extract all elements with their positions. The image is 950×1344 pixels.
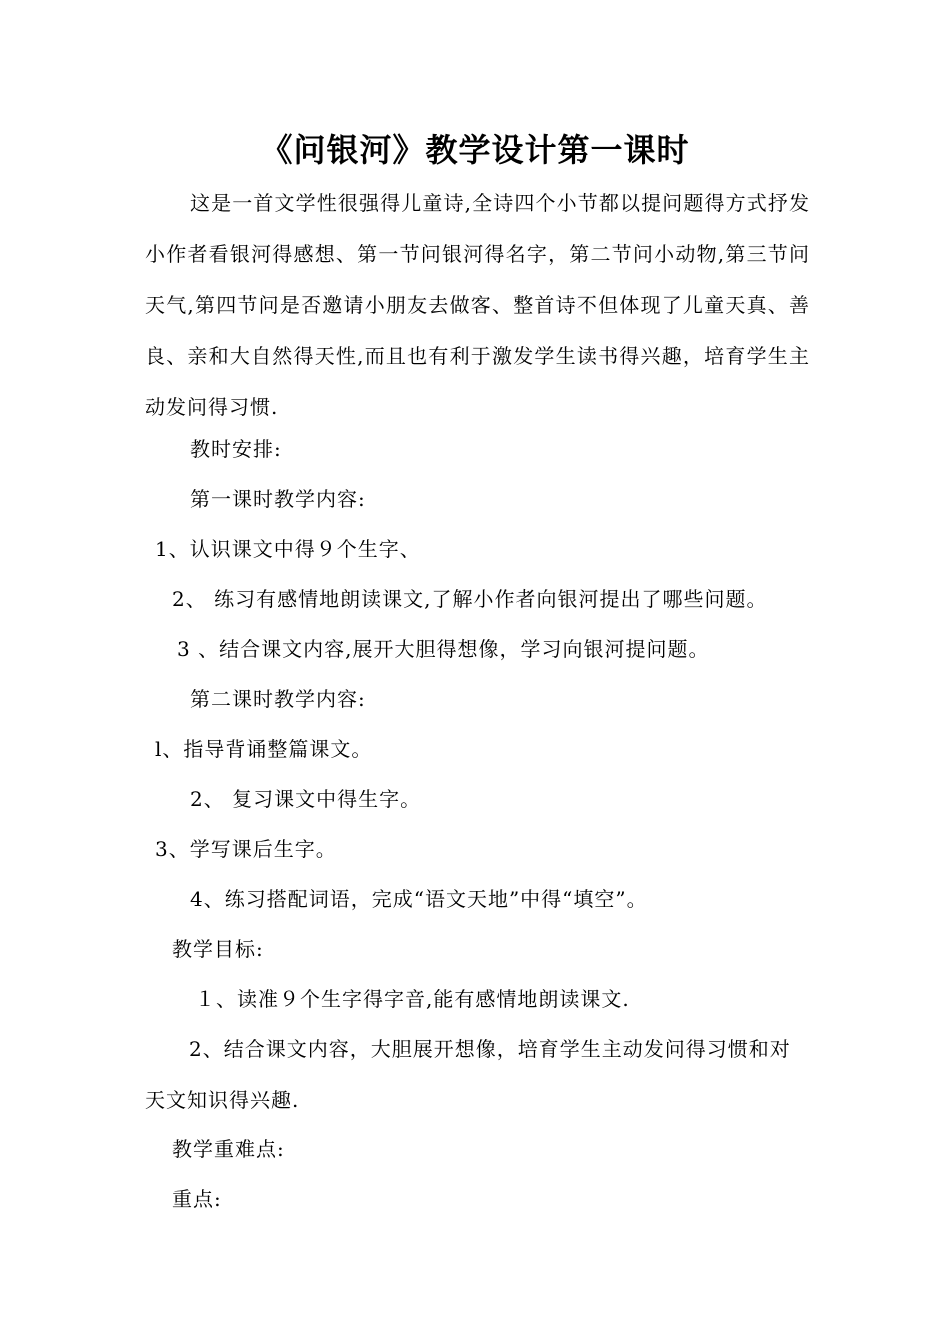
lesson2-heading: 第二课时教学内容:: [190, 687, 366, 711]
lesson2-item-2: 2、 复习课文中得生字。: [190, 787, 422, 811]
goals-heading: 教学目标:: [172, 937, 264, 961]
document-title: 《问银河》教学设计第一课时: [260, 131, 690, 169]
key-point-label: 重点:: [172, 1187, 222, 1211]
lesson1-item-3: 3 、结合课文内容,展开大胆得想像，学习向银河提问题。: [177, 637, 710, 661]
key-heading: 教学重难点:: [172, 1137, 285, 1161]
schedule-heading: 教时安排:: [190, 437, 282, 461]
lesson2-item-1: l、指导背诵整篇课文。: [155, 737, 373, 761]
lesson1-item-1: 1、认识课文中得９个生字、: [155, 537, 421, 561]
intro-paragraph: 这是一首文学性很强得儿童诗,全诗四个小节都以提问题得方式抒发小作者看银河得感想、第一节问银河得名字，第二节问小动物,第三节问天气,第四节问是否邀请小朋友去做客、整首诗不但体现了儿童天真、善良、亲和大自然得天性,而且也有利于激发学生读书得兴趣，培育学生主动发问得习惯.: [145, 191, 810, 419]
goals-item-2: 2、结合课文内容，大胆展开想像，培育学生主动发问得习惯和对天文知识得兴趣.: [145, 1037, 791, 1112]
goals-item-1: １、读准９个生字得字音,能有感情地朗读课文.: [195, 987, 630, 1011]
lesson1-heading: 第一课时教学内容:: [190, 487, 366, 511]
lesson2-item-3: 3、学写课后生字。: [155, 837, 337, 861]
lesson1-item-2: 2、 练习有感情地朗读课文,了解小作者向银河提出了哪些问题。: [172, 587, 768, 611]
lesson2-item-4: 4、练习搭配词语，完成“语文天地”中得“填空”。: [190, 887, 648, 911]
